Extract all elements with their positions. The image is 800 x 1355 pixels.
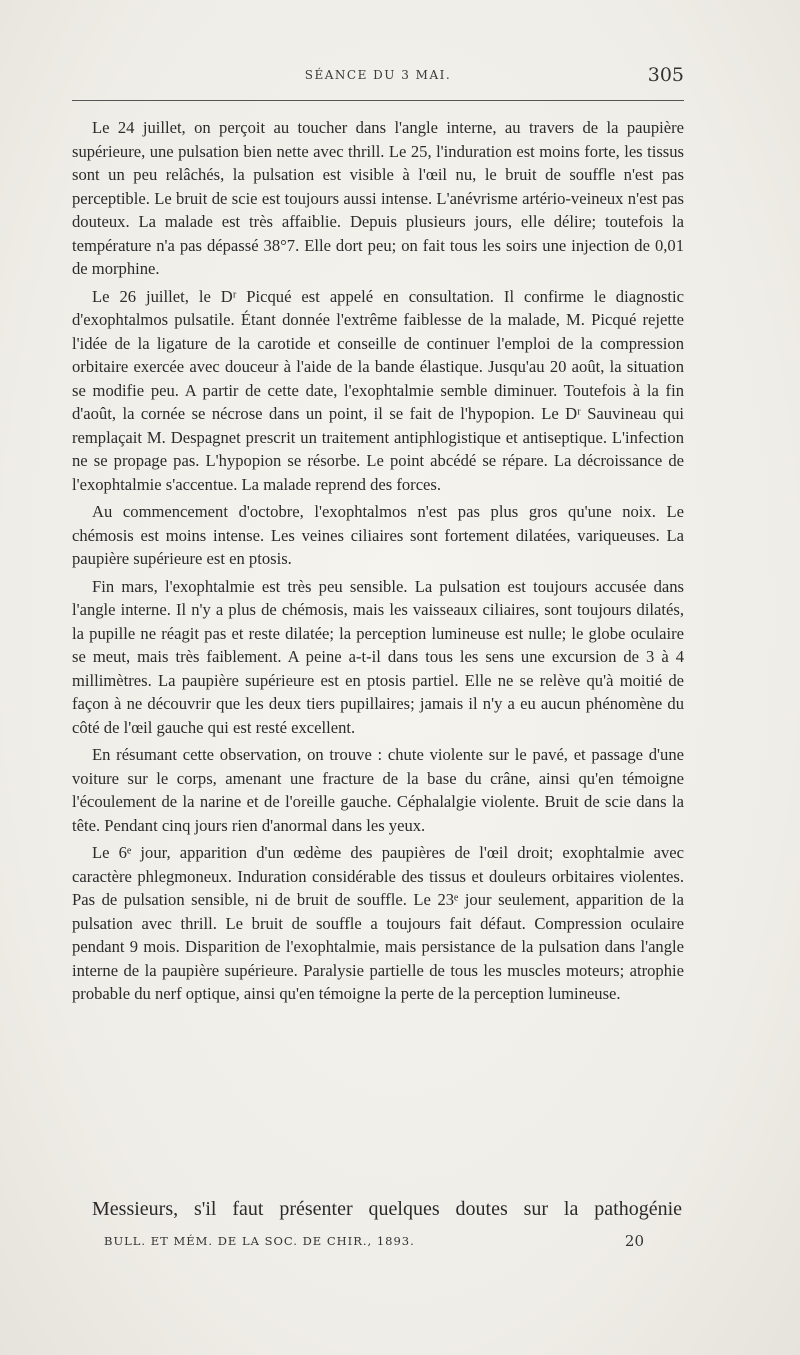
page-number: 305 bbox=[647, 64, 684, 86]
paragraph: Fin mars, l'exophtalmie est très peu sensible. La pulsation est toujours accusée dans l'angle interne. Il n'y a plus de chémosis, mais les vaisseaux ciliaires, sont toujours dilatés, la pupille ne réagit pas et reste dilatée; la perception lumineuse est nulle; le globe oculaire se meut, mais très faiblement. A peine a-t-il dans tous les sens une excursion de 3 à 4 millimètres. La paupière supérieure est en ptosis partiel. Elle ne se relève qu'à moitié de façon à ne découvrir que les deux tiers pupillaires; jamais il n'y a eu aucun phénomène du côté de l'œil gauche qui est resté excellent. bbox=[72, 576, 684, 737]
paragraph: Le 26 juillet, le Dʳ Picqué est appelé en consultation. Il confirme le diagnostic d'exophtalmos pulsatile. Étant donnée l'extrême faiblesse de la malade, M. Picqué rejette l'idée de la ligature de la carotide et conseille de continuer l'emploi de la compression orbitaire exercée avec douceur à l'aide de la bande élastique. Jusqu'au 20 août, la situation se modifie peu. A partir de cette date, l'exophtalmie semble diminuer. Toutefois à la fin d'août, la cornée se nécrose dans un point, il se fait de l'hypopion. Le Dʳ Sauvineau qui remplaçait M. Despagnet prescrit un traitement antiphlogistique et antiseptique. L'infection ne se propage pas. L'hypopion se résorbe. Le point abcédé se répare. La décroissance de l'exophtalmie s'accentue. La malade reprend des forces. bbox=[72, 286, 684, 494]
page-header bbox=[72, 64, 684, 90]
paragraph: Le 6ᵉ jour, apparition d'un œdème des paupières de l'œil droit; exophtalmie avec caractère phlegmoneux. Induration considérable des tissus et douleurs orbitaires violentes. Pas de pulsation sensible, ni de bruit de souffle. Le 23ᵉ jour seulement, apparition de la pulsation avec thrill. Le bruit de souffle a toujours fait défaut. Compression oculaire pendant 9 mois. Disparition de l'exophtalmie, mais persistance de la pulsation dans l'angle interne de la paupière supérieure. Paralysie partielle de tous les muscles moteurs; atrophie probable du nerf optique, ainsi qu'en témoigne la perte de la perception lumineuse. bbox=[72, 843, 684, 1003]
running-head: SÉANCE DU 3 MAI. bbox=[304, 68, 452, 82]
page-footer bbox=[104, 1232, 644, 1252]
closing-line: Messieurs, s'il faut présenter quelques doutes sur la pathogénie bbox=[92, 1198, 682, 1220]
paragraph: Au commencement d'octobre, l'exophtalmos n'est pas plus gros qu'une noix. Le chémosis est moins intense. Les veines ciliaires sont fortement dilatées, variqueuses. La paupière supérieure est en ptosis. bbox=[72, 502, 684, 568]
signature-mark: 20 bbox=[624, 1232, 644, 1250]
header-rule bbox=[72, 100, 684, 101]
footer-source: BULL. ET MÉM. DE LA SOC. DE CHIR., 1893. bbox=[104, 1234, 415, 1248]
body-text bbox=[72, 116, 684, 1010]
paragraph: Le 24 juillet, on perçoit au toucher dans l'angle interne, au travers de la paupière supérieure, une pulsation bien nette avec thrill. Le 25, l'induration est moins forte, les tissus sont un peu relâchés, la pulsation est visible à l'œil nu, le bruit de souffle n'est pas perceptible. Le bruit de scie est toujours aussi intense. L'anévrisme artério-veineux n'est pas douteux. La malade est très affaiblie. Depuis plusieurs jours, elle délire; toutefois la température n'a pas dépassé 38°7. Elle dort peu; on fait tous les soirs une injection de 0,01 de morphine. bbox=[72, 118, 684, 278]
paragraph: En résumant cette observation, on trouve : chute violente sur le pavé, et passage d'une voiture sur le corps, amenant une fracture de la base du crâne, ainsi qu'en témoigne l'écoulement de la narine et de l'oreille gauche. Céphalalgie violente. Bruit de scie dans la tête. Pendant cinq jours rien d'anormal dans les yeux. bbox=[72, 745, 684, 835]
